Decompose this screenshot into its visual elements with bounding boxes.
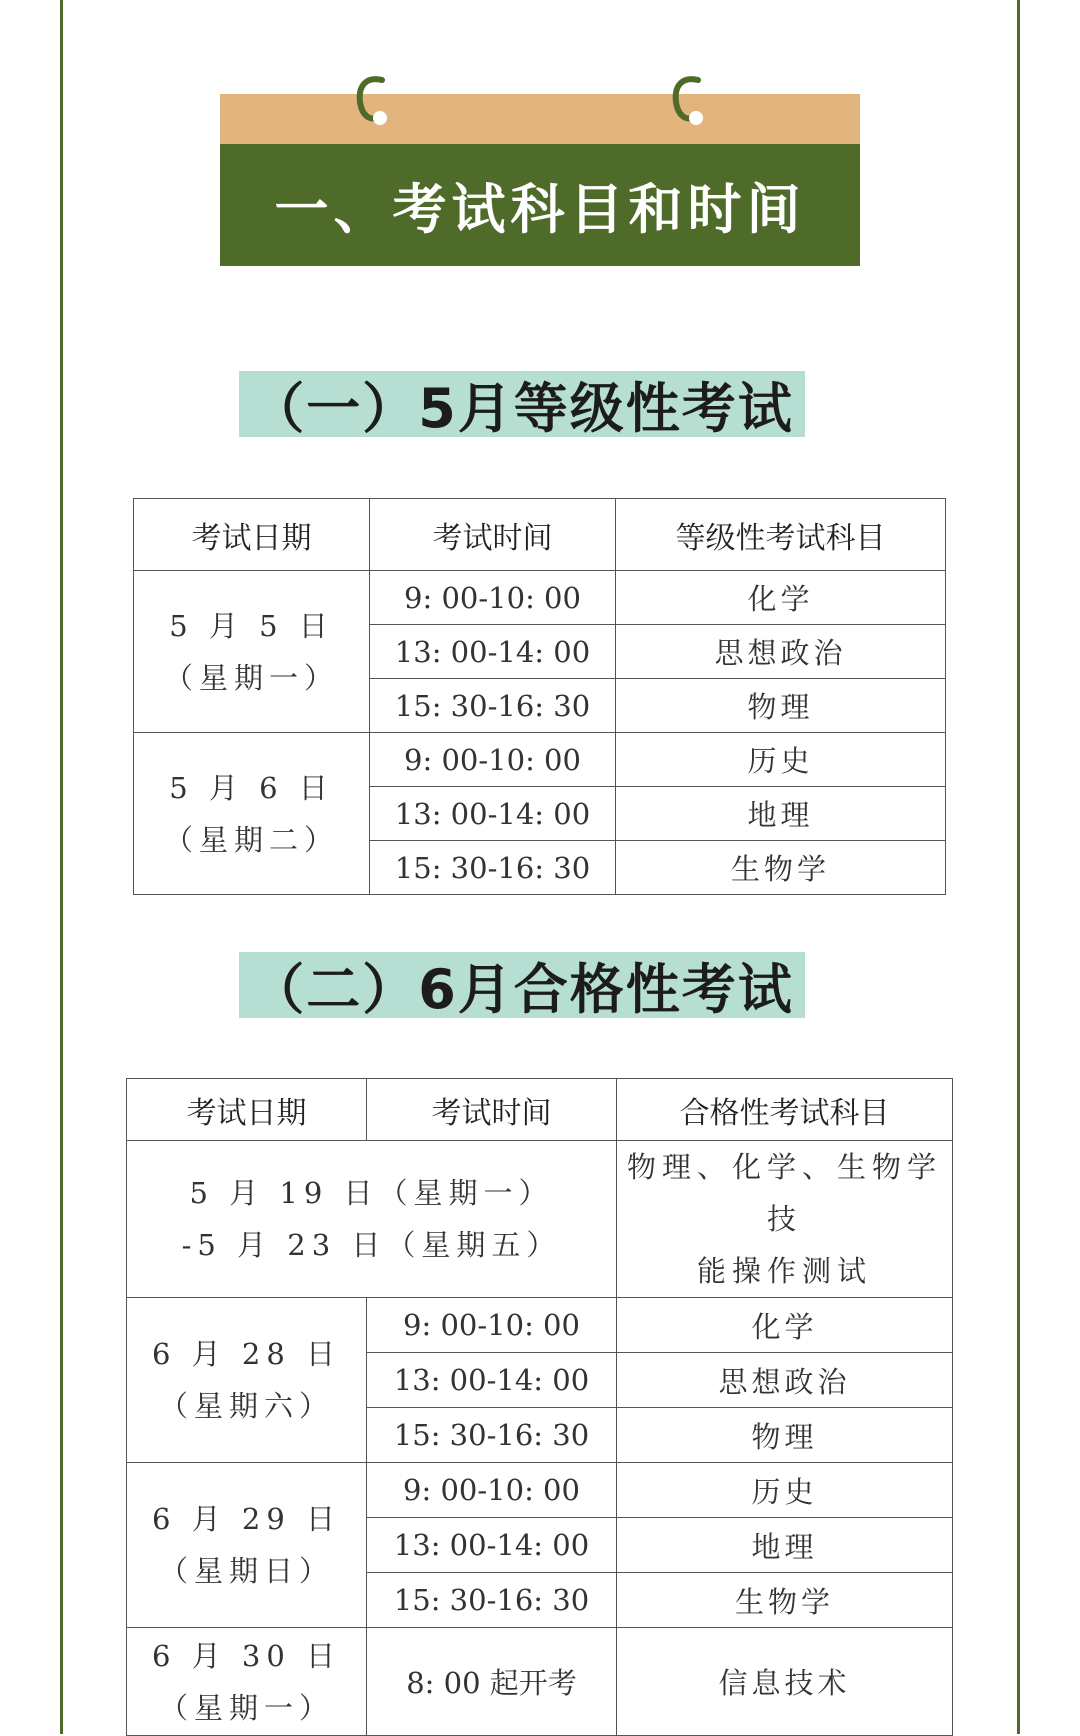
date-range-line-2: -5 月 23 日（星期五） bbox=[181, 1228, 562, 1262]
table-row bbox=[134, 733, 946, 787]
time-cell: 9: 00-10: 00 bbox=[367, 1463, 617, 1518]
section2-table bbox=[126, 1078, 953, 1736]
date-text: 5 月 6 日 bbox=[169, 770, 334, 805]
subject-cell: 信息技术 bbox=[617, 1628, 953, 1736]
binder-ring-icon bbox=[668, 72, 712, 132]
subject-cell: 化学 bbox=[616, 571, 946, 625]
date-cell bbox=[127, 1628, 367, 1736]
section2-heading-text: （二）6月合格性考试 bbox=[250, 957, 794, 1021]
subject-cell: 地理 bbox=[616, 787, 946, 841]
time-cell: 9: 00-10: 00 bbox=[367, 1298, 617, 1353]
date-range-line-1: 5 月 19 日（星期一） bbox=[189, 1176, 554, 1210]
table-row bbox=[127, 1298, 953, 1353]
date-cell bbox=[134, 733, 370, 895]
time-cell: 8: 00 起开考 bbox=[367, 1628, 617, 1736]
weekday-text: （星期六） bbox=[158, 1389, 334, 1423]
subject-line-2: 能操作测试 bbox=[696, 1254, 872, 1288]
section1-heading bbox=[239, 371, 805, 440]
time-cell: 15: 30-16: 30 bbox=[367, 1573, 617, 1628]
table-header-row bbox=[134, 499, 946, 571]
subject-cell: 物理 bbox=[617, 1408, 953, 1463]
binder-ring-icon bbox=[352, 72, 396, 132]
time-cell: 9: 00-10: 00 bbox=[370, 733, 616, 787]
section1-table bbox=[133, 498, 946, 895]
date-cell bbox=[127, 1463, 367, 1628]
table-header-row bbox=[127, 1079, 953, 1141]
table-row bbox=[127, 1141, 953, 1298]
subject-cell: 思想政治 bbox=[617, 1353, 953, 1408]
table-row bbox=[134, 571, 946, 625]
date-text: 6 月 30 日 bbox=[151, 1638, 341, 1673]
time-cell: 15: 30-16: 30 bbox=[367, 1408, 617, 1463]
time-cell: 15: 30-16: 30 bbox=[370, 841, 616, 895]
header-subject: 等级性考试科目 bbox=[616, 499, 946, 571]
date-text: 6 月 29 日 bbox=[151, 1502, 341, 1536]
section2-heading bbox=[239, 952, 805, 1021]
table-row bbox=[127, 1463, 953, 1518]
time-cell: 13: 00-14: 00 bbox=[367, 1518, 617, 1573]
weekday-text: （星期一） bbox=[163, 660, 339, 695]
date-cell bbox=[134, 571, 370, 733]
time-cell: 15: 30-16: 30 bbox=[370, 679, 616, 733]
time-cell: 13: 00-14: 00 bbox=[370, 787, 616, 841]
header-subject: 合格性考试科目 bbox=[617, 1079, 953, 1141]
header-date: 考试日期 bbox=[134, 499, 370, 571]
header-date: 考试日期 bbox=[127, 1079, 367, 1141]
date-text: 6 月 28 日 bbox=[151, 1337, 341, 1371]
left-rail bbox=[60, 0, 63, 1734]
weekday-text: （星期日） bbox=[158, 1554, 334, 1588]
header-time: 考试时间 bbox=[367, 1079, 617, 1141]
subject-cell bbox=[617, 1141, 953, 1298]
time-cell: 13: 00-14: 00 bbox=[370, 625, 616, 679]
date-range-cell bbox=[127, 1141, 617, 1298]
subject-cell: 思想政治 bbox=[616, 625, 946, 679]
subject-line-1: 物理、化学、生物学技 bbox=[626, 1150, 942, 1236]
subject-cell: 化学 bbox=[617, 1298, 953, 1353]
subject-cell: 生物学 bbox=[616, 841, 946, 895]
subject-cell: 物理 bbox=[616, 679, 946, 733]
banner-top-strip bbox=[220, 94, 860, 144]
weekday-text: （星期二） bbox=[163, 822, 339, 857]
time-cell: 13: 00-14: 00 bbox=[367, 1353, 617, 1408]
subject-cell: 历史 bbox=[616, 733, 946, 787]
header-time: 考试时间 bbox=[370, 499, 616, 571]
banner-main bbox=[220, 144, 860, 266]
weekday-text: （星期一） bbox=[158, 1690, 334, 1725]
section1-heading-text: （一）5月等级性考试 bbox=[250, 376, 794, 440]
date-cell bbox=[127, 1298, 367, 1463]
date-text: 5 月 5 日 bbox=[169, 608, 334, 643]
table-row bbox=[127, 1628, 953, 1736]
banner-title: 一、考试科目和时间 bbox=[274, 177, 806, 241]
banner bbox=[220, 94, 860, 266]
subject-cell: 历史 bbox=[617, 1463, 953, 1518]
right-rail bbox=[1017, 0, 1020, 1734]
subject-cell: 生物学 bbox=[617, 1573, 953, 1628]
subject-cell: 地理 bbox=[617, 1518, 953, 1573]
time-cell: 9: 00-10: 00 bbox=[370, 571, 616, 625]
